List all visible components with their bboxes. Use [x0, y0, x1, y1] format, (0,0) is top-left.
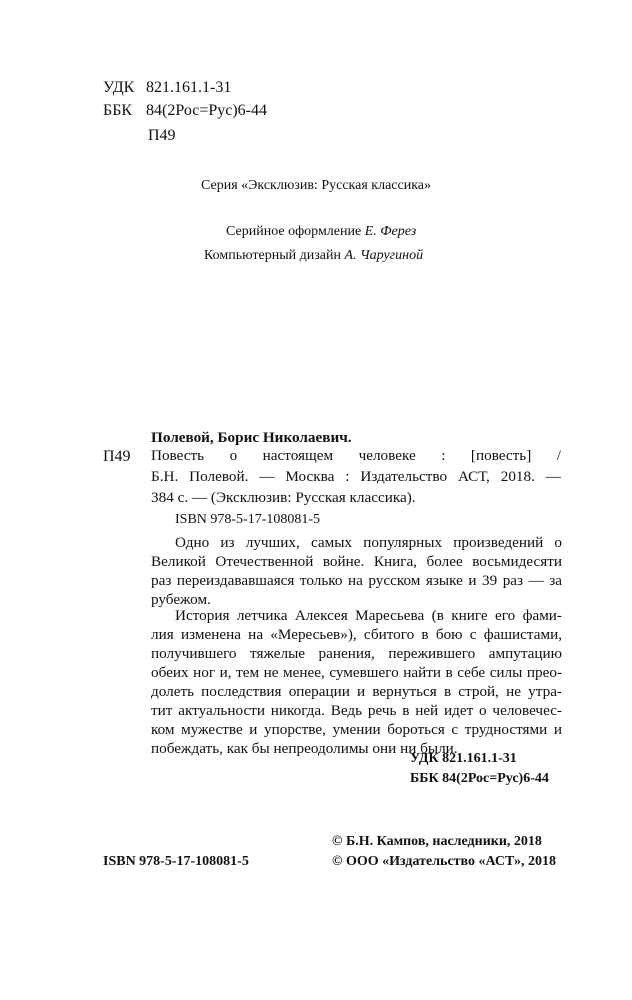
bbk-label: ББК — [103, 102, 133, 119]
annotation-line: раз переиздававшаяся только на русском языке и 39 раз — за — [151, 572, 562, 589]
annotation-line: получившего тяжелые ранения, пережившего ампутацию — [151, 645, 562, 662]
series-title: Серия «Эксклюзив: Русская классика» — [200, 178, 431, 193]
credit-computer-design — [204, 247, 423, 265]
credit-role: Компьютерный дизайн — [204, 248, 341, 263]
annotation-line: тит актуальности никогда. Ведь речь в ней идет о человечес- — [151, 702, 562, 719]
annotation-line: лия изменена на «Мересьев»), сбитого в бою с фашистами, — [151, 626, 562, 643]
record-title-line: Повесть о настоящем человеке : [повесть] / — [151, 447, 561, 464]
annotation-line: Одно из лучших, самых популярных произведений о — [175, 534, 562, 551]
credit-role: Серийное оформление — [226, 224, 362, 239]
record-isbn: ISBN 978-5-17-108081-5 — [175, 512, 321, 527]
udk-code: 821.161.1-31 — [146, 79, 232, 96]
credit-cover-design — [226, 223, 416, 241]
bottom-bbk-code: ББК 84(2Рос=Рус)6-44 — [410, 771, 549, 786]
annotation-line: История летчика Алексея Маресьева (в книге его фами- — [175, 607, 562, 624]
annotation-paragraph-2 — [151, 606, 562, 758]
annotation-line: Великой Отечественной войне. Книга, более восьмидесяти — [151, 553, 562, 570]
annotation-line: рубежом. — [151, 591, 211, 608]
annotation-line: побеждать, как бы непреодолимы они ни были. — [151, 740, 458, 757]
author-mark: П49 — [148, 127, 176, 144]
credit-name: Е. Ферез — [364, 224, 417, 239]
record-author-mark: П49 — [103, 448, 131, 465]
copyright-author: © Б.Н. Кампов, наследники, 2018 — [332, 834, 542, 849]
credit-name: А. Чаругиной — [344, 248, 424, 263]
annotation-paragraph-1 — [151, 533, 562, 609]
annotation-line: долеть последствия операции и вернуться в строй, не утра- — [151, 683, 562, 700]
record-author-heading: Полевой, Борис Николаевич. — [151, 429, 352, 446]
annotation-line: ком мужестве и упорстве, умении бороться с трудностями и — [151, 721, 562, 738]
udk-label: УДК — [103, 79, 135, 96]
bbk-code: 84(2Рос=Рус)6-44 — [146, 102, 268, 119]
annotation-line: обеих ног и, тем не менее, сумевшего найти в себе силы прео- — [151, 664, 562, 681]
record-pages-line: 384 с. — (Эксклюзив: Русская классика). — [151, 489, 416, 506]
bottom-udk-code: УДК 821.161.1-31 — [410, 751, 517, 766]
record-publisher-line: Б.Н. Полевой. — Москва : Издательство АСТ, 2018. — — [151, 468, 561, 485]
isbn-bottom: ISBN 978-5-17-108081-5 — [103, 854, 249, 869]
copyright-publisher: © ООО «Издательство «АСТ», 2018 — [332, 854, 557, 869]
